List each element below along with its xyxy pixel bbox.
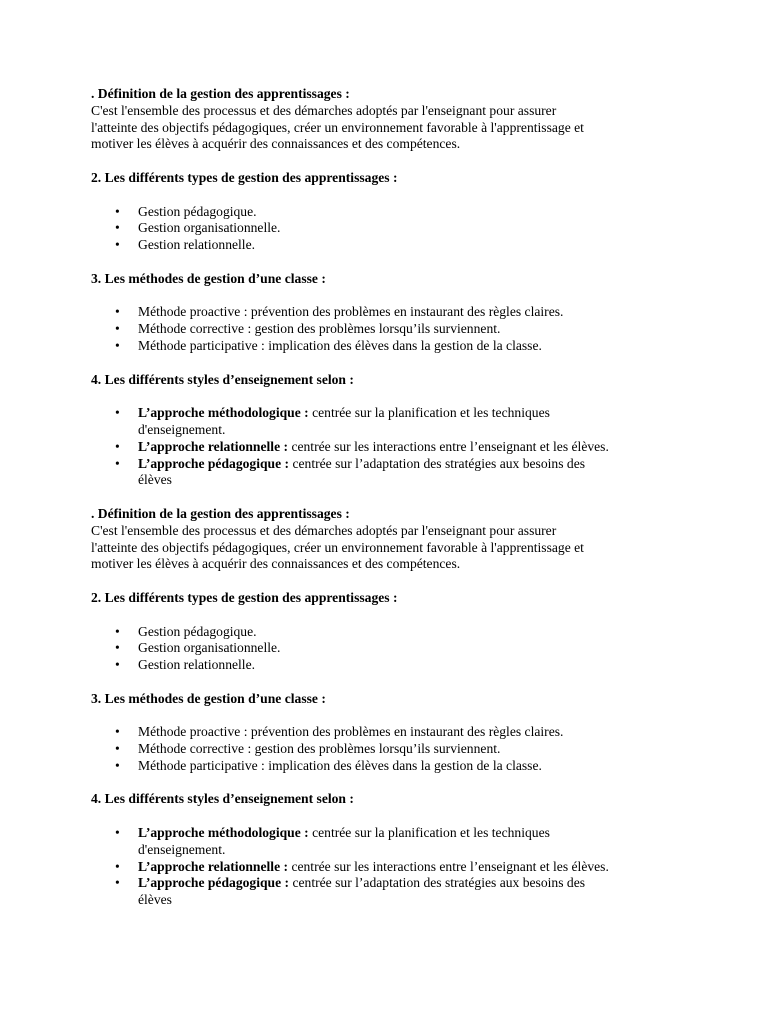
list-item: • L’approche pédagogique : centrée sur l’adaptation des stratégies aux besoins des élèves [115, 875, 586, 908]
definition-section [91, 506, 691, 573]
list-item: • L’approche relationnelle : centrée sur les interactions entre l’enseignant et les élèves. [115, 438, 609, 454]
methods-heading: 3. Les méthodes de gestion d’une classe : [91, 270, 326, 286]
list-item: • Gestion relationnelle. [115, 237, 256, 253]
bullet-icon: • [115, 657, 120, 673]
definition-line: C'est l'ensemble des processus et des démarches adoptés par l'enseignant pour assurer [91, 522, 557, 538]
styles-heading: 4. Les différents styles d’enseignement selon : [91, 791, 354, 807]
bullet-icon: • [115, 757, 120, 773]
list-item: • Gestion relationnelle. [115, 657, 256, 673]
style-term: L’approche méthodologique : [138, 825, 309, 841]
methods-section [91, 691, 691, 775]
bullet-icon: • [115, 220, 120, 236]
definition-line: motiver les élèves à acquérir des connaissances et des compétences. [91, 556, 461, 572]
list-item: • Méthode participative : implication des élèves dans la gestion de la classe. [115, 757, 542, 773]
styles-list [91, 405, 691, 489]
methods-list [91, 304, 691, 354]
bullet-icon: • [115, 304, 120, 320]
styles-heading: 4. Les différents styles d’enseignement selon : [91, 371, 354, 387]
definition-line: l'atteinte des objectifs pédagogiques, créer un environnement favorable à l'apprentissage et [91, 119, 584, 135]
list-item: • L’approche relationnelle : centrée sur les interactions entre l’enseignant et les élèves. [115, 858, 609, 874]
list-item: • L’approche méthodologique : centrée sur la planification et les techniques d'enseignement. [115, 825, 550, 857]
bullet-icon: • [115, 237, 120, 253]
list-item: • L’approche méthodologique : centrée sur la planification et les techniques d'enseignement. [115, 405, 550, 437]
style-term: L’approche pédagogique : [138, 455, 290, 471]
types-section [91, 170, 691, 254]
bullet-icon: • [115, 405, 120, 421]
types-heading: 2. Les différents types de gestion des apprentissages : [91, 169, 398, 185]
methods-heading: 3. Les méthodes de gestion d’une classe : [91, 690, 326, 706]
bullet-icon: • [115, 640, 120, 656]
bullet-icon: • [115, 321, 120, 337]
list-item: • Méthode proactive : prévention des problèmes en instaurant des règles claires. [115, 304, 564, 320]
definition-line: motiver les élèves à acquérir des connaissances et des compétences. [91, 136, 461, 152]
bullet-icon: • [115, 825, 120, 841]
definition-heading: . Définition de la gestion des apprentissages : [91, 505, 350, 521]
list-item: • Méthode proactive : prévention des problèmes en instaurant des règles claires. [115, 724, 564, 740]
styles-section [91, 372, 691, 490]
types-list [91, 204, 691, 254]
list-item: • Méthode corrective : gestion des problèmes lorsqu’ils surviennent. [115, 741, 501, 757]
types-heading: 2. Les différents types de gestion des apprentissages : [91, 589, 398, 605]
types-list [91, 624, 691, 674]
definition-line: C'est l'ensemble des processus et des démarches adoptés par l'enseignant pour assurer [91, 102, 557, 118]
types-section [91, 590, 691, 674]
bullet-icon: • [115, 875, 120, 891]
definition-line: l'atteinte des objectifs pédagogiques, créer un environnement favorable à l'apprentissage et [91, 539, 584, 555]
list-item: • Gestion organisationnelle. [115, 640, 281, 656]
bullet-icon: • [115, 455, 120, 471]
styles-list [91, 825, 691, 909]
list-item: • Gestion organisationnelle. [115, 220, 281, 236]
list-item: • Méthode corrective : gestion des problèmes lorsqu’ils surviennent. [115, 321, 501, 337]
definition-heading: . Définition de la gestion des apprentissages : [91, 86, 350, 101]
document-page [91, 86, 691, 909]
bullet-icon: • [115, 741, 120, 757]
bullet-icon: • [115, 623, 120, 639]
bullet-icon: • [115, 724, 120, 740]
styles-section [91, 791, 691, 909]
bullet-icon: • [115, 858, 120, 874]
bullet-icon: • [115, 203, 120, 219]
style-term: L’approche relationnelle : [138, 438, 289, 454]
definition-section [91, 86, 691, 153]
style-term: L’approche pédagogique : [138, 875, 290, 891]
list-item: • Gestion pédagogique. [115, 623, 257, 639]
list-item: • Gestion pédagogique. [115, 203, 257, 219]
style-term: L’approche relationnelle : [138, 858, 289, 874]
list-item: • L’approche pédagogique : centrée sur l’adaptation des stratégies aux besoins des élèves [115, 455, 586, 488]
methods-list [91, 724, 691, 774]
bullet-icon: • [115, 438, 120, 454]
list-item: • Méthode participative : implication des élèves dans la gestion de la classe. [115, 337, 542, 353]
methods-section [91, 271, 691, 355]
bullet-icon: • [115, 337, 120, 353]
style-term: L’approche méthodologique : [138, 405, 309, 421]
